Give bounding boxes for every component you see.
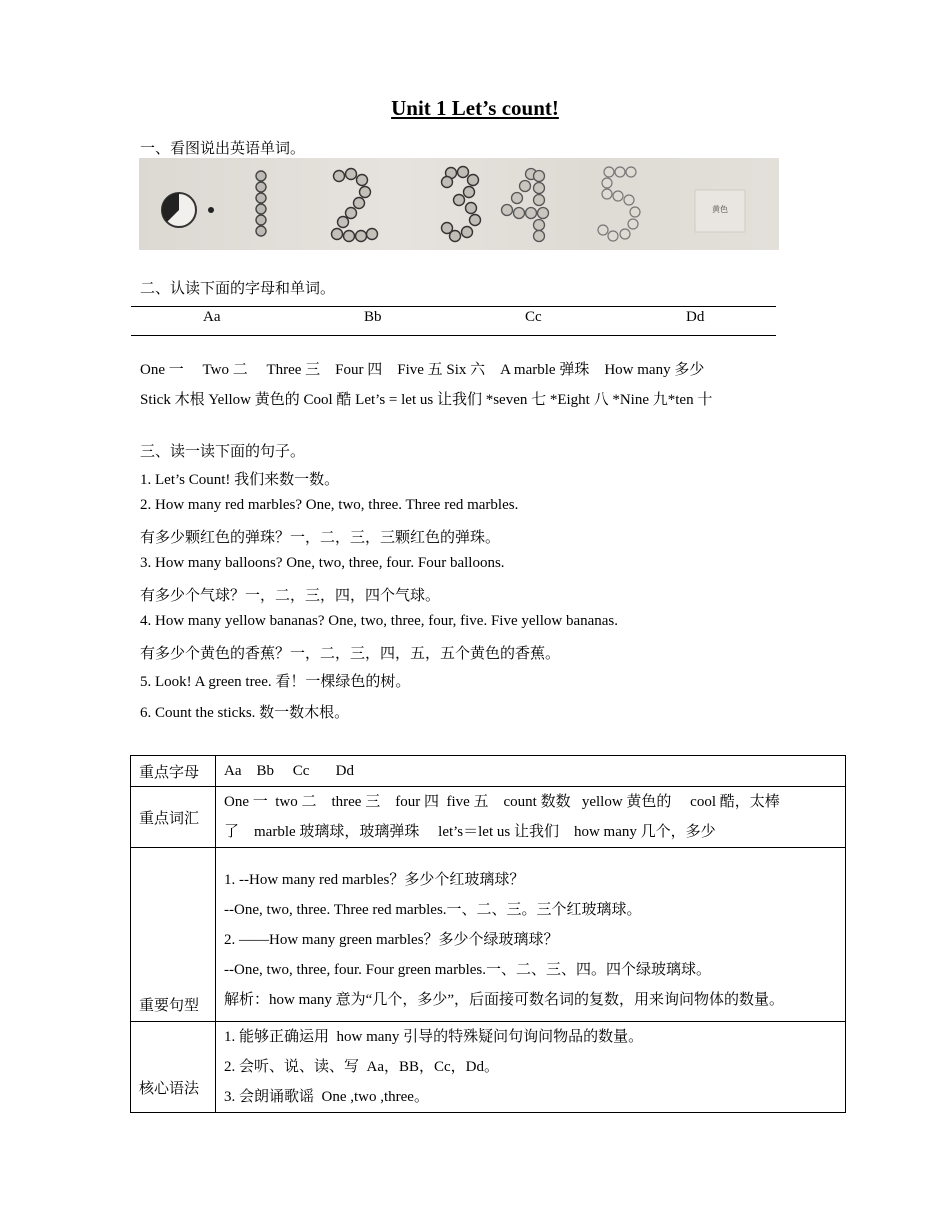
cell-line: 2. ——How many green marbles？多少个绿玻璃球？: [224, 932, 559, 948]
letters-bottom-rule: [131, 335, 776, 336]
row-content-letters: [216, 756, 846, 787]
sentence-line: 1. Let’s Count! 我们来数一数。: [140, 472, 340, 488]
yellow-card: [695, 190, 745, 232]
sentence-line: 有多少个黄色的香蕉？一，二，三，四，五，五个黄色的香蕉。: [140, 646, 561, 662]
card-label: 黄色: [712, 205, 728, 214]
number-5-marbles: [598, 167, 640, 241]
row-head-grammar: 核心语法: [131, 1022, 216, 1113]
section2-heading: 二、认读下面的字母和单词。: [140, 281, 336, 297]
cell-line: 2. 会听、说、读、写 Aa，BB，Cc，Dd。: [224, 1059, 499, 1075]
vocab-line-2: Stick 木根 Yellow 黄色的 Cool 酷 Let’s = let us 让我们 *seven 七 *Eight 八 *Nine 九*ten 十: [140, 392, 713, 408]
section3-heading: 三、读一读下面的句子。: [140, 444, 306, 460]
row-head-letters: 重点字母: [131, 756, 216, 787]
sentence-line: 有多少个气球？一，二，三，四，四个气球。: [140, 588, 441, 604]
number-4-marbles: [502, 169, 549, 242]
dot-icon: [208, 207, 214, 213]
cell-line: 1. --How many red marbles？多少个红玻璃球？: [224, 872, 525, 888]
table-row: [131, 756, 846, 787]
row-content-grammar: [216, 1022, 846, 1113]
vocab-line-1: One 一 Two 二 Three 三 Four 四 Five 五 Six 六 A marble 弹珠 How many 多少: [140, 362, 705, 378]
page-title: Unit 1 Let’s count!: [391, 96, 559, 120]
number-3-marbles: [442, 167, 481, 242]
letters-top-rule: [131, 306, 776, 307]
sentence-line: 4. How many yellow bananas? One, two, three, four, five. Five yellow bananas.: [140, 613, 619, 629]
cell-line: 了 marble 玻璃球，玻璃弹珠 let’s＝let us 让我们 how many 几个，多少: [224, 824, 716, 840]
table-row: [131, 1022, 846, 1113]
letter-bb: Bb: [364, 309, 382, 325]
sentence-line: 2. How many red marbles? One, two, three. Three red marbles.: [140, 497, 519, 513]
sentence-line: 3. How many balloons? One, two, three, four. Four balloons.: [140, 555, 505, 571]
summary-table: [130, 755, 846, 1113]
sentence-line: 6. Count the sticks. 数一数木根。: [140, 705, 350, 721]
cell-line: --One, two, three. Three red marbles.一、二、三。三个红玻璃球。: [224, 902, 642, 918]
cell-line: --One, two, three, four. Four green marbles.一、二、三、四。四个绿玻璃球。: [224, 962, 712, 978]
row-content-sentences: [216, 848, 846, 1022]
section1-heading: 一、看图说出英语单词。: [140, 141, 306, 157]
row-head-sentences: 重要句型: [131, 848, 216, 1022]
cell-line: 解析：how many 意为“几个，多少”，后面接可数名词的复数，用来询问物体的数量。: [224, 992, 784, 1008]
table-row: [131, 848, 846, 1022]
letter-cc: Cc: [525, 309, 542, 325]
table-row: [131, 787, 846, 848]
letter-aa: Aa: [203, 309, 221, 325]
letter-dd: Dd: [686, 309, 705, 325]
row-head-vocab: 重点词汇: [131, 787, 216, 848]
marble-numbers-illustration: [139, 158, 779, 250]
cell-line: One 一 two 二 three 三 four 四 five 五 count 数数 yellow 黄色的 cool 酷，太棒: [224, 794, 780, 810]
cell-line: 3. 会朗诵歌谣 One ,two ,three。: [224, 1089, 429, 1105]
cell-line: Aa Bb Cc Dd: [224, 763, 354, 779]
row-content-vocab: [216, 787, 846, 848]
numbers-picture: [139, 158, 779, 250]
number-1-marbles: [256, 171, 266, 236]
cell-line: 1. 能够正确运用 how many 引导的特殊疑问句询问物品的数量。: [224, 1029, 644, 1045]
pie-icon: [162, 193, 196, 227]
sentence-line: 有多少颗红色的弹珠？一，二，三，三颗红色的弹珠。: [140, 530, 501, 546]
sentence-line: 5. Look! A green tree. 看！一棵绿色的树。: [140, 674, 411, 690]
number-2-marbles: [332, 169, 378, 242]
